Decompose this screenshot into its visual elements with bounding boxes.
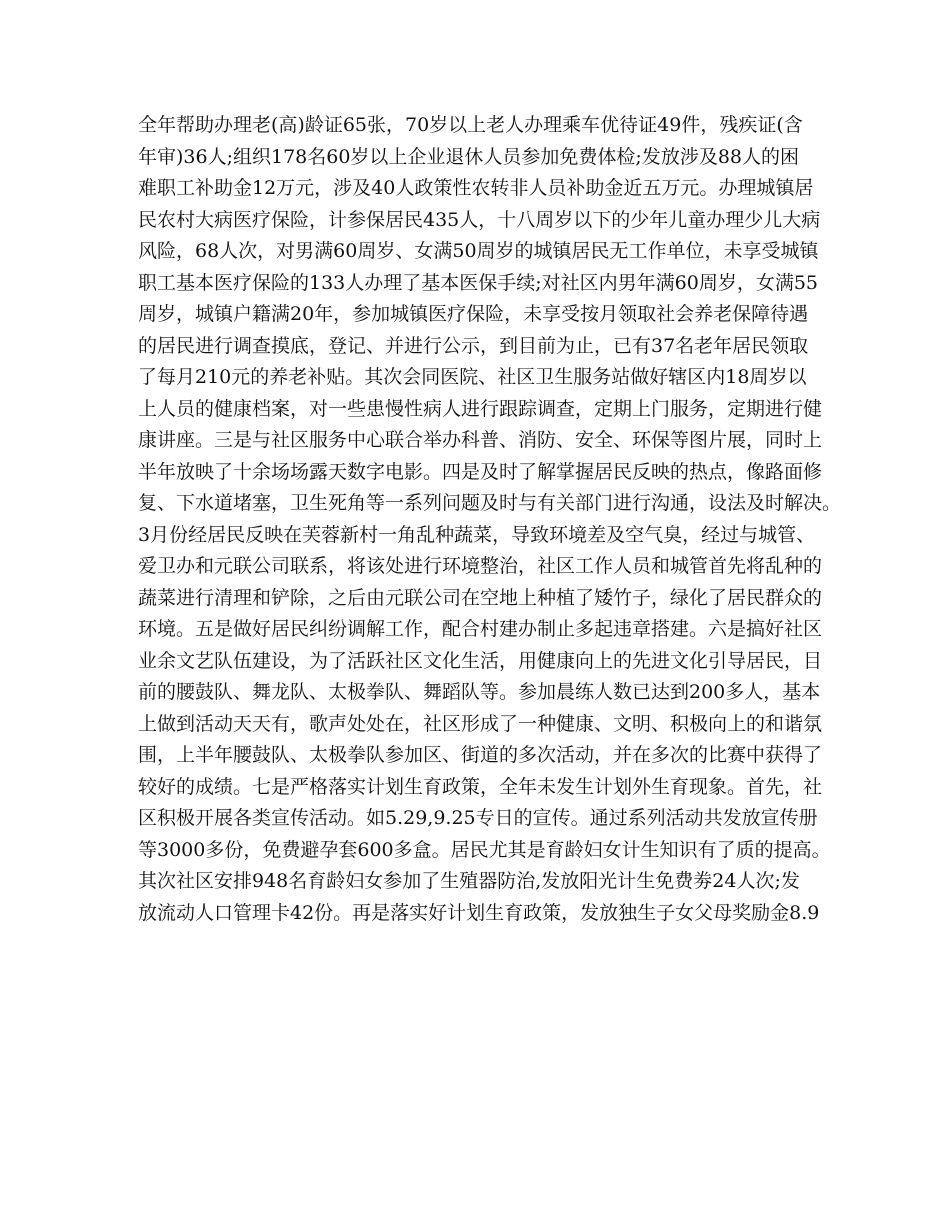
text-line: 年审)36人;组织178名60岁以上企业退休人员参加免费体检;发放涉及88人的困 [138,145,800,168]
body-text [138,110,842,929]
text-line: 民农村大病医疗保险，计参保居民435人，十八周岁以下的少年儿童办理少儿大病 [138,208,821,231]
text-line: 职工基本医疗保险的133人办理了基本医保手续;对社区内男年满60周岁，女满55 [138,271,819,294]
text-line: 上做到活动天天有，歌声处处在，社区形成了一种健康、文明、积极向上的和谐氛 [138,712,823,735]
text-line: 较好的成绩。七是严格落实计划生育政策，全年未发生计划外生育现象。首先，社 [138,775,823,798]
text-line: 3月份经居民反映在芙蓉新村一角乱种蔬菜，导致环境差及空气臭，经过与城管、 [138,523,816,546]
text-line: 难职工补助金12万元，涉及40人政策性农转非人员补助金近五万元。办理城镇居 [138,177,814,199]
text-line: 全年帮助办理老(高)龄证65张，70岁以上老人办理乘车优待证49件，残疾证(含 [138,114,803,136]
text-line: 的居民进行调查摸底，登记、并进行公示，到目前为止，已有37名老年居民领取 [138,334,809,357]
text-line: 环境。五是做好居民纠纷调解工作，配合村建办制止多起违章搭建。六是搞好社区 [138,618,823,640]
text-line: 蔬菜进行清理和铲除，之后由元联公司在空地上种植了矮竹子，绿化了居民群众的 [138,586,823,609]
text-line: 上人员的健康档案，对一些患慢性病人进行跟踪调查，定期上门服务，定期进行健 [138,397,823,420]
text-line: 放流动人口管理卡42份。再是落实好计划生育政策，发放独生子女父母奖励金8.9 [138,901,820,924]
text-line: 围，上半年腰鼓队、太极拳队参加区、街道的多次活动，并在多次的比赛中获得了 [138,744,823,766]
text-line: 业余文艺队伍建设，为了活跃社区文化生活，用健康向上的先进文化引导居民，目 [138,649,823,672]
text-line: 康讲座。三是与社区服务中心联合举办科普、消防、安全、环保等图片展，同时上 [138,429,823,451]
text-line: 了每月210元的养老补贴。其次会同医院、社区卫生服务站做好辖区内18周岁以 [138,366,807,388]
text-line: 周岁，城镇户籍满20年，参加城镇医疗保险，未享受按月领取社会养老保障待遇 [138,303,809,325]
text-line: 半年放映了十余场场露天数字电影。四是及时了解掌握居民反映的热点，像路面修 [138,460,823,483]
text-line: 其次社区安排948名育龄妇女参加了生殖器防治,发放阳光计生免费劵24人次;发 [138,870,800,892]
text-line: 前的腰鼓队、舞龙队、太极拳队、舞蹈队等。参加晨练人数已达到200多人，基本 [138,681,821,703]
text-line: 等3000多份，免费避孕套600多盒。居民尤其是育龄妇女计生知识有了质的提高。 [138,838,831,861]
text-line: 区积极开展各类宣传活动。如5.29,9.25专日的宣传。通过系列活动共发放宣传册 [138,807,818,829]
text-line: 风险，68人次，对男满60周岁、女满50周岁的城镇居民无工作单位，未享受城镇 [138,240,819,262]
text-line: 爱卫办和元联公司联系，将该处进行环境整治，社区工作人员和城管首先将乱种的 [138,555,823,577]
text-line: 复、下水道堵塞，卫生死角等一系列问题及时与有关部门进行沟通，设法及时解决。 [138,492,842,514]
